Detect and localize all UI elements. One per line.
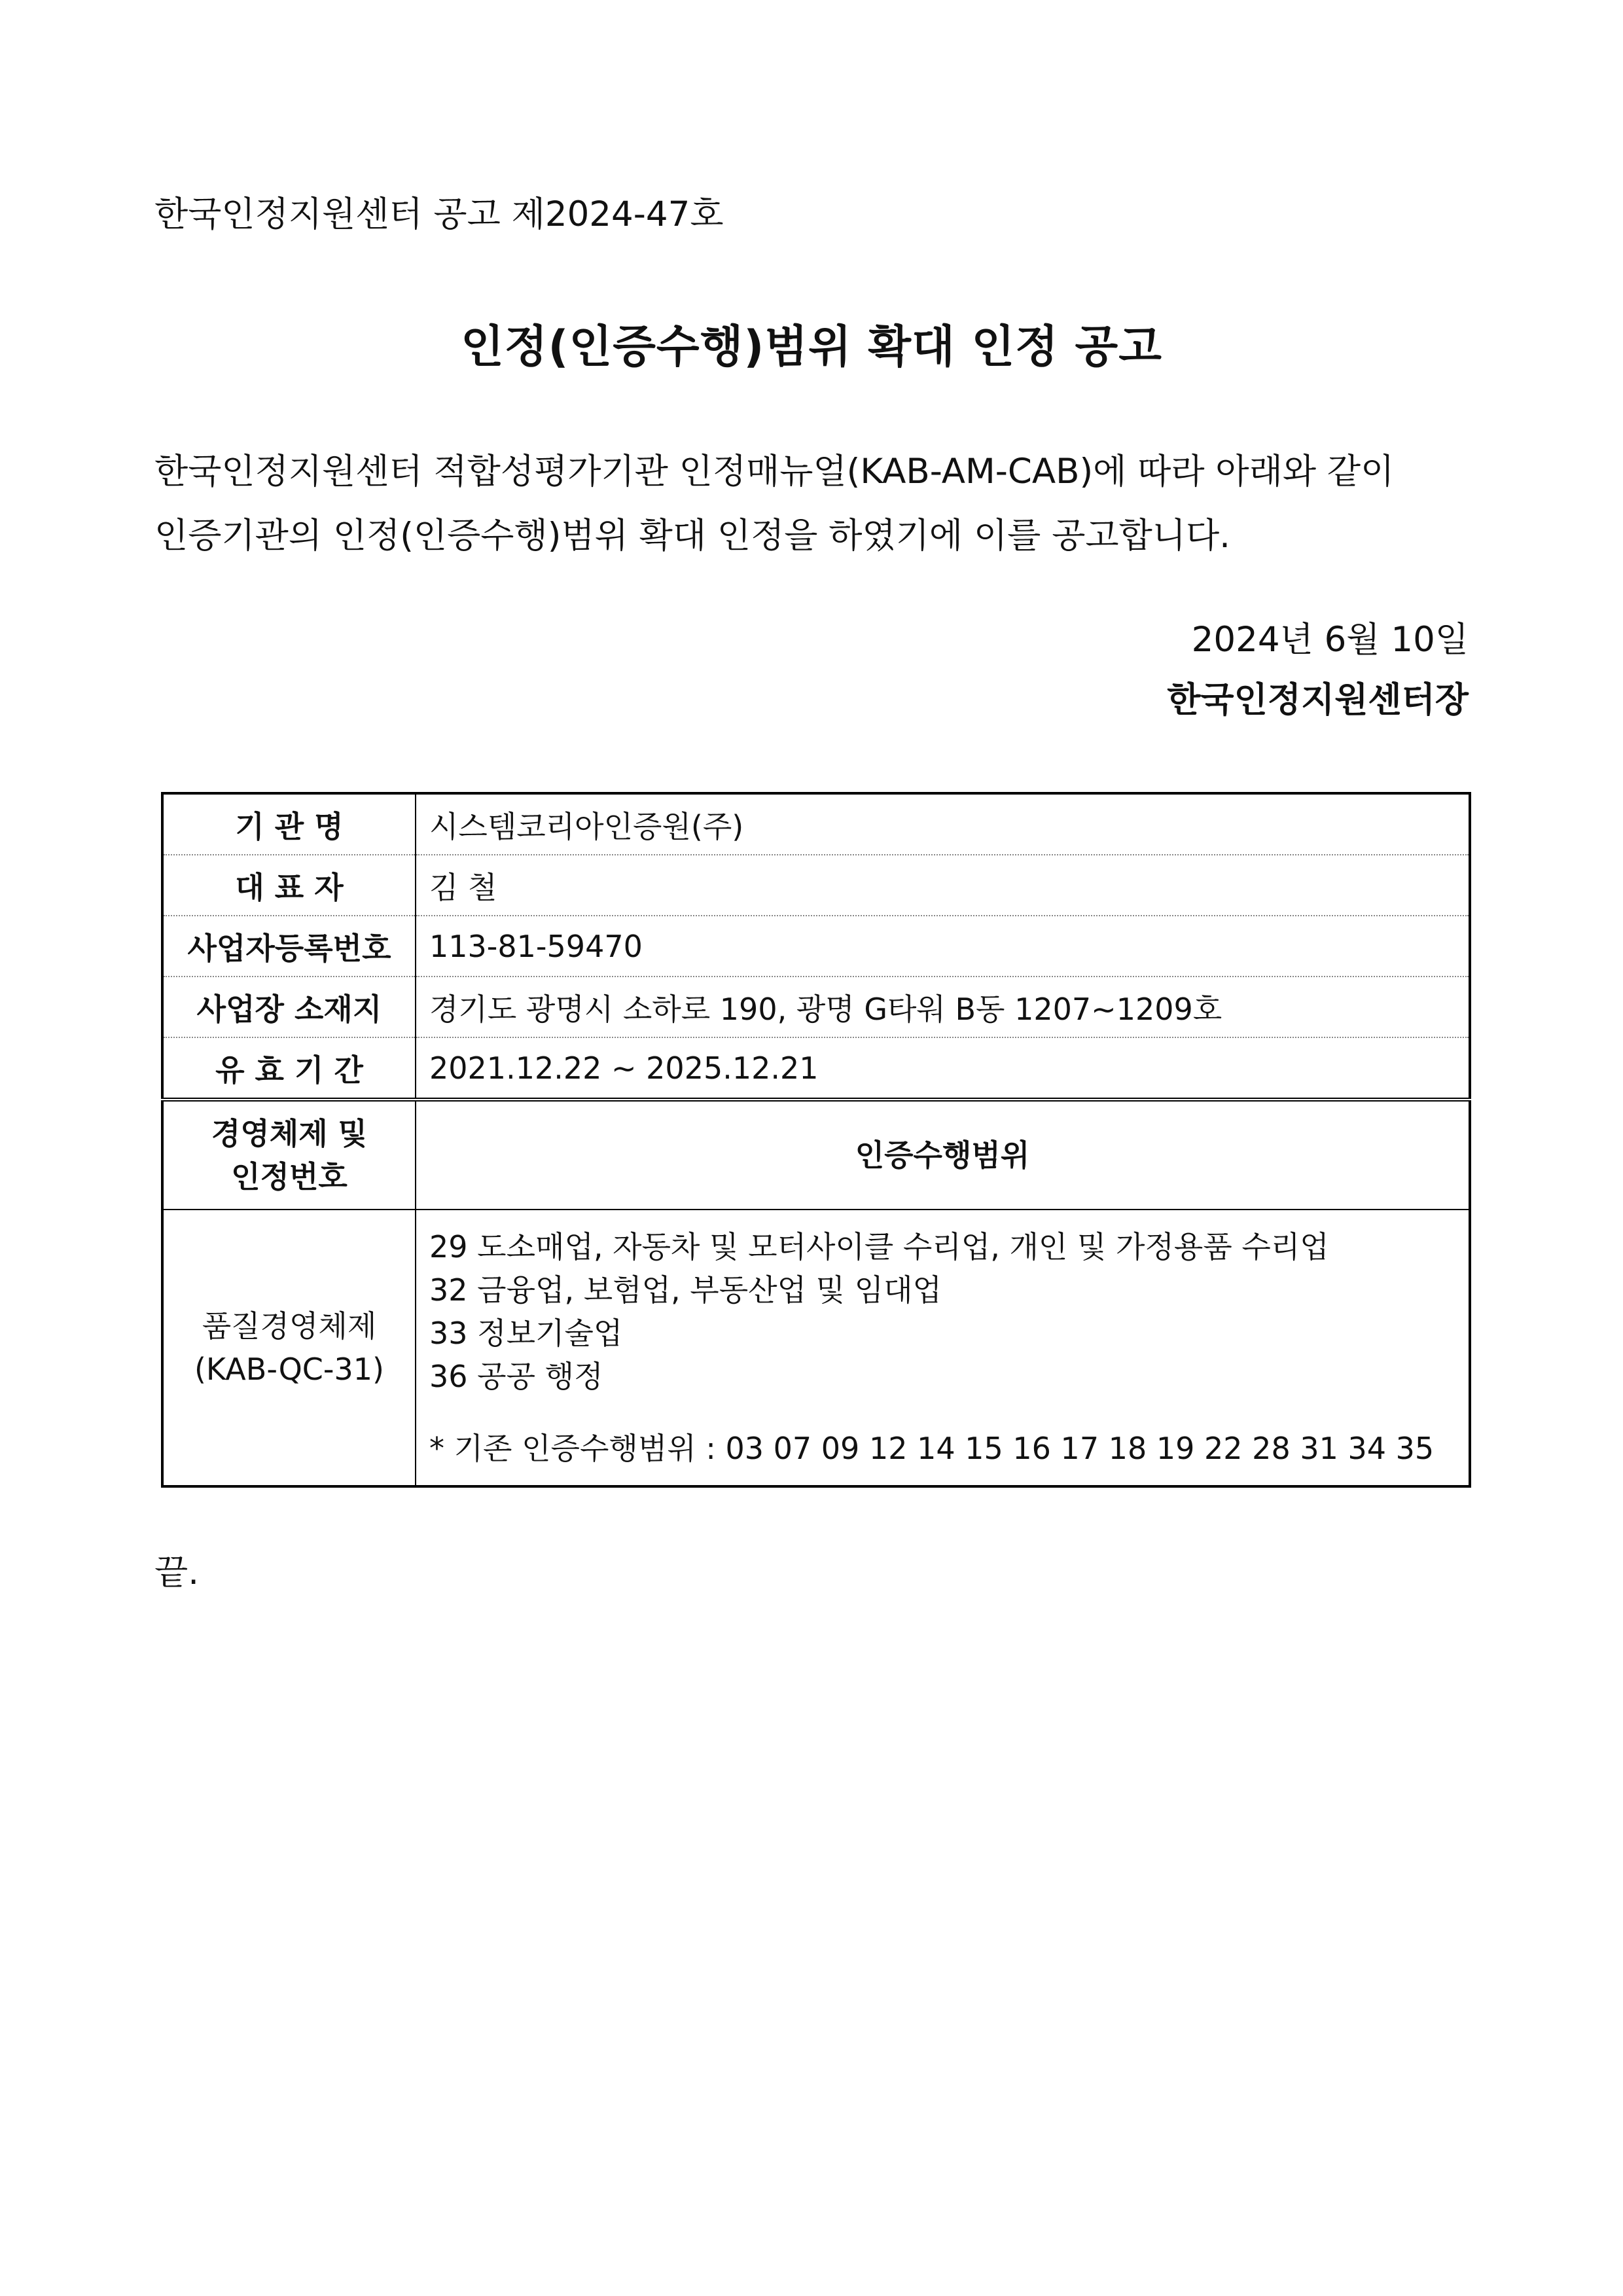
table-row-address (162, 977, 1470, 1037)
scope-existing: * 기존 인증수행범위 : 03 07 09 12 14 15 16 17 18 19 22 28 31 34 35 (429, 1431, 1435, 1466)
scope-system-code: (KAB-QC-31) (194, 1352, 384, 1387)
scope-list-cell (416, 1210, 1470, 1486)
label-org-name: 기 관 명 (162, 793, 416, 855)
table-row-org-name (162, 793, 1470, 855)
label-address: 사업장 소재지 (162, 977, 416, 1037)
table-row-representative (162, 855, 1470, 916)
header-system-line-1: 경영체제 및 (211, 1116, 368, 1151)
value-representative: 김 철 (416, 855, 1470, 916)
scope-item: 36 공공 행정 (429, 1359, 603, 1394)
body-line-1: 한국인정지원센터 적합성평가기관 인정매뉴얼(KAB-AM-CAB)에 따라 아래와 같이 (154, 452, 1395, 492)
info-table (161, 792, 1471, 1488)
table-row-business-number (162, 916, 1470, 977)
table-row-validity (162, 1037, 1470, 1100)
issuer-name: 한국인정지원센터장 (1167, 680, 1469, 720)
issue-date: 2024년 6월 10일 (1191, 620, 1469, 660)
table-scope-row (162, 1210, 1470, 1486)
end-mark: 끝. (154, 1552, 200, 1592)
header-scope-label: 인증수행범위 (416, 1100, 1470, 1210)
value-address: 경기도 광명시 소하로 190, 광명 G타워 B동 1207~1209호 (416, 977, 1470, 1037)
header-system-label (162, 1100, 416, 1210)
body-paragraph (154, 440, 1476, 568)
table-header-row (162, 1100, 1470, 1210)
document-title: 인정(인증수행)범위 확대 인정 공고 (461, 321, 1162, 373)
body-line-2: 인증기관의 인정(인증수행)범위 확대 인정을 하였기에 이를 공고합니다. (154, 516, 1231, 556)
scope-system-cell (162, 1210, 416, 1486)
scope-system-name: 품질경영체제 (202, 1308, 377, 1344)
header-system-line-2: 인정번호 (231, 1159, 348, 1194)
scope-item: 29 도소매업, 자동차 및 모터사이클 수리업, 개인 및 가정용품 수리업 (429, 1229, 1329, 1265)
scope-item: 32 금융업, 보험업, 부동산업 및 임대업 (429, 1272, 942, 1308)
notice-number: 한국인정지원센터 공고 제2024-47호 (154, 194, 724, 234)
label-representative: 대 표 자 (162, 855, 416, 916)
value-validity: 2021.12.22 ~ 2025.12.21 (416, 1037, 1470, 1100)
label-validity: 유 효 기 간 (162, 1037, 416, 1100)
value-org-name: 시스템코리아인증원(주) (416, 793, 1470, 855)
label-business-number: 사업자등록번호 (162, 916, 416, 977)
scope-spacer (429, 1398, 1455, 1427)
scope-item: 33 정보기술업 (429, 1316, 623, 1351)
value-business-number: 113-81-59470 (416, 916, 1470, 977)
